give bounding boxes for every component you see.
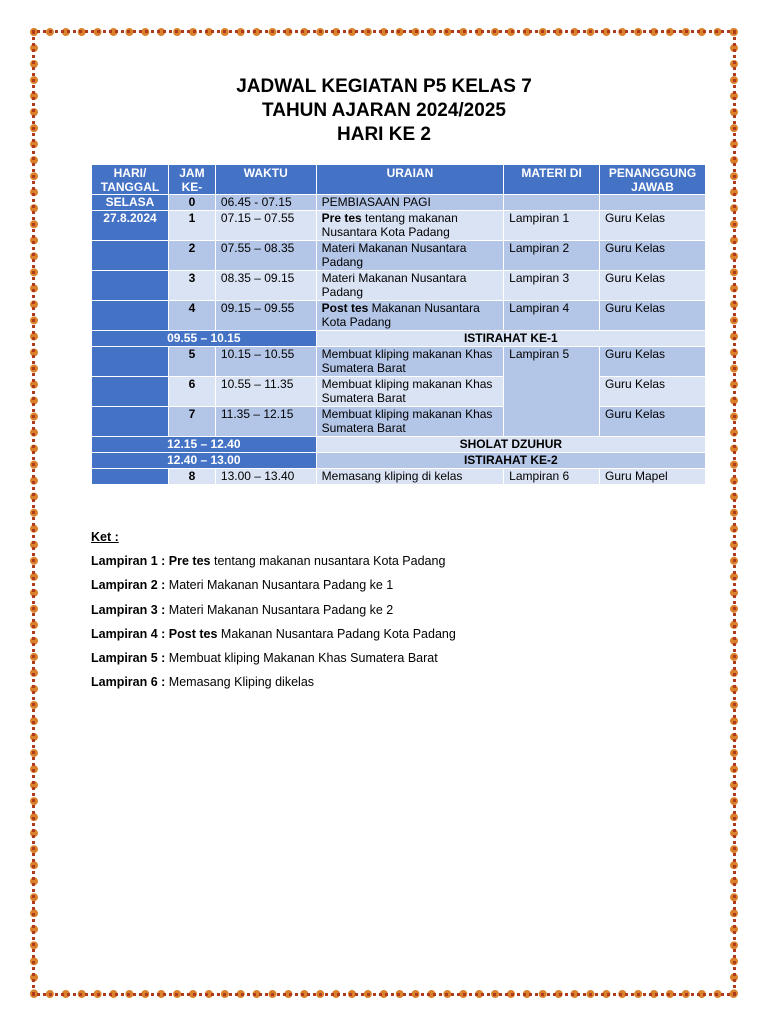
table-header-row bbox=[92, 165, 706, 195]
pj-cell: Guru Kelas bbox=[600, 301, 706, 331]
jam-cell: 3 bbox=[168, 271, 215, 301]
uraian-bold: Post tes bbox=[321, 301, 369, 315]
table-row bbox=[92, 407, 706, 437]
title-line-3: HARI KE 2 bbox=[337, 124, 431, 145]
jam-cell: 7 bbox=[168, 407, 215, 437]
waktu-cell: 10.55 – 11.35 bbox=[215, 377, 316, 407]
title-line-1: JADWAL KEGIATAN P5 KELAS 7 bbox=[236, 76, 532, 97]
pj-cell: Guru Kelas bbox=[600, 211, 706, 241]
materi-cell-merged: Lampiran 5 bbox=[504, 347, 600, 437]
table-row bbox=[92, 271, 706, 301]
uraian-cell: PEMBIASAAN PAGI bbox=[316, 195, 504, 211]
pj-cell: Guru Kelas bbox=[600, 407, 706, 437]
uraian-cell: Membuat kliping makanan Khas Sumatera Barat bbox=[316, 407, 504, 437]
pj-cell: Guru Kelas bbox=[600, 271, 706, 301]
schedule-table bbox=[91, 164, 706, 485]
jam-cell: 5 bbox=[168, 347, 215, 377]
date-cell: 27.8.2024 bbox=[92, 211, 169, 241]
note-label: Lampiran 3 : bbox=[91, 602, 166, 617]
header-waktu: WAKTU bbox=[215, 165, 316, 195]
note-text: Memasang Kliping dikelas bbox=[165, 675, 315, 690]
note-text: Makanan Nusantara Padang Kota Padang bbox=[217, 626, 456, 641]
header-jam: JAM KE- bbox=[168, 165, 215, 195]
uraian-cell: Membuat kliping makanan Khas Sumatera Barat bbox=[316, 347, 504, 377]
materi-cell: Lampiran 3 bbox=[504, 271, 600, 301]
note-item bbox=[91, 675, 456, 699]
header-uraian: URAIAN bbox=[316, 165, 504, 195]
note-label: Lampiran 2 : bbox=[91, 578, 166, 593]
note-label: Lampiran 1 : bbox=[91, 554, 166, 568]
note-item bbox=[91, 578, 456, 602]
break-row bbox=[92, 331, 706, 347]
pj-cell: Guru Kelas bbox=[600, 241, 706, 271]
break-label: SHOLAT DZUHUR bbox=[316, 437, 705, 453]
day-cell-empty bbox=[92, 407, 169, 437]
waktu-cell: 07.15 – 07.55 bbox=[215, 211, 316, 241]
note-label: Lampiran 5 : bbox=[91, 651, 166, 666]
pj-cell bbox=[600, 195, 706, 211]
uraian-cell bbox=[316, 211, 504, 241]
break-time: 09.55 – 10.15 bbox=[92, 331, 317, 347]
uraian-cell bbox=[316, 301, 504, 331]
break-time: 12.15 – 12.40 bbox=[92, 437, 317, 453]
note-label: Lampiran 6 : bbox=[91, 675, 166, 690]
uraian-cell: Materi Makanan Nusantara Padang bbox=[316, 241, 504, 271]
jam-cell: 1 bbox=[168, 211, 215, 241]
header-materi: MATERI DI bbox=[504, 165, 600, 195]
note-text: Materi Makanan Nusantara Padang ke 2 bbox=[165, 602, 394, 617]
header-penanggung-jawab: PENANGGUNG JAWAB bbox=[600, 165, 706, 195]
materi-cell: Lampiran 4 bbox=[504, 301, 600, 331]
table-row bbox=[92, 377, 706, 407]
table-row bbox=[92, 347, 706, 377]
waktu-cell: 07.55 – 08.35 bbox=[215, 241, 316, 271]
break-row bbox=[92, 453, 706, 469]
pj-cell: Guru Kelas bbox=[600, 347, 706, 377]
note-text: tentang makanan nusantara Kota Padang bbox=[210, 554, 446, 568]
day-cell-empty bbox=[92, 241, 169, 271]
break-row bbox=[92, 437, 706, 453]
uraian-text: tentang makanan Nusantara Kota Padang bbox=[321, 211, 458, 239]
note-label: Lampiran 4 : bbox=[91, 626, 166, 641]
day-cell-empty bbox=[92, 301, 169, 331]
waktu-cell: 10.15 – 10.55 bbox=[215, 347, 316, 377]
jam-cell: 2 bbox=[168, 241, 215, 271]
materi-cell: Lampiran 2 bbox=[504, 241, 600, 271]
jam-cell: 0 bbox=[168, 195, 215, 211]
jam-cell: 6 bbox=[168, 377, 215, 407]
jam-cell: 8 bbox=[168, 469, 215, 485]
materi-cell: Lampiran 1 bbox=[504, 211, 600, 241]
note-item bbox=[91, 627, 456, 651]
table-row bbox=[92, 211, 706, 241]
uraian-bold: Pre tes bbox=[321, 211, 362, 225]
materi-cell: Lampiran 6 bbox=[504, 469, 600, 485]
waktu-cell: 13.00 – 13.40 bbox=[215, 469, 316, 485]
note-bold: Pre tes bbox=[165, 554, 211, 568]
jam-cell: 4 bbox=[168, 301, 215, 331]
table-row bbox=[92, 469, 706, 485]
notes-heading: Ket : bbox=[91, 530, 119, 544]
break-label: ISTIRAHAT KE-1 bbox=[316, 331, 705, 347]
note-text: Membuat kliping Makanan Khas Sumatera Barat bbox=[165, 651, 438, 666]
pj-cell: Guru Mapel bbox=[600, 469, 706, 485]
uraian-text: Makanan Nusantara Kota Padang bbox=[321, 301, 480, 329]
waktu-cell: 08.35 – 09.15 bbox=[215, 271, 316, 301]
pj-cell: Guru Kelas bbox=[600, 377, 706, 407]
day-cell-empty bbox=[92, 377, 169, 407]
table-row bbox=[92, 195, 706, 211]
waktu-cell: 11.35 – 12.15 bbox=[215, 407, 316, 437]
uraian-cell: Memasang kliping di kelas bbox=[316, 469, 504, 485]
note-item bbox=[91, 603, 456, 627]
header-hari: HARI/ TANGGAL bbox=[92, 165, 169, 195]
break-label: ISTIRAHAT KE-2 bbox=[316, 453, 705, 469]
day-cell-empty bbox=[92, 271, 169, 301]
materi-cell bbox=[504, 195, 600, 211]
note-text: Materi Makanan Nusantara Padang ke 1 bbox=[165, 578, 394, 593]
notes-section bbox=[91, 530, 456, 700]
note-item bbox=[91, 554, 456, 578]
break-time: 12.40 – 13.00 bbox=[92, 453, 317, 469]
note-item bbox=[91, 651, 456, 675]
uraian-cell: Materi Makanan Nusantara Padang bbox=[316, 271, 504, 301]
table-row bbox=[92, 301, 706, 331]
day-cell: SELASA bbox=[92, 195, 169, 211]
table-row bbox=[92, 241, 706, 271]
note-bold: Post tes bbox=[165, 626, 218, 641]
day-cell-empty bbox=[92, 347, 169, 377]
uraian-cell: Membuat kliping makanan Khas Sumatera Barat bbox=[316, 377, 504, 407]
title-line-2: TAHUN AJARAN 2024/2025 bbox=[262, 100, 506, 121]
day-cell-empty bbox=[92, 469, 169, 485]
waktu-cell: 09.15 – 09.55 bbox=[215, 301, 316, 331]
waktu-cell: 06.45 - 07.15 bbox=[215, 195, 316, 211]
